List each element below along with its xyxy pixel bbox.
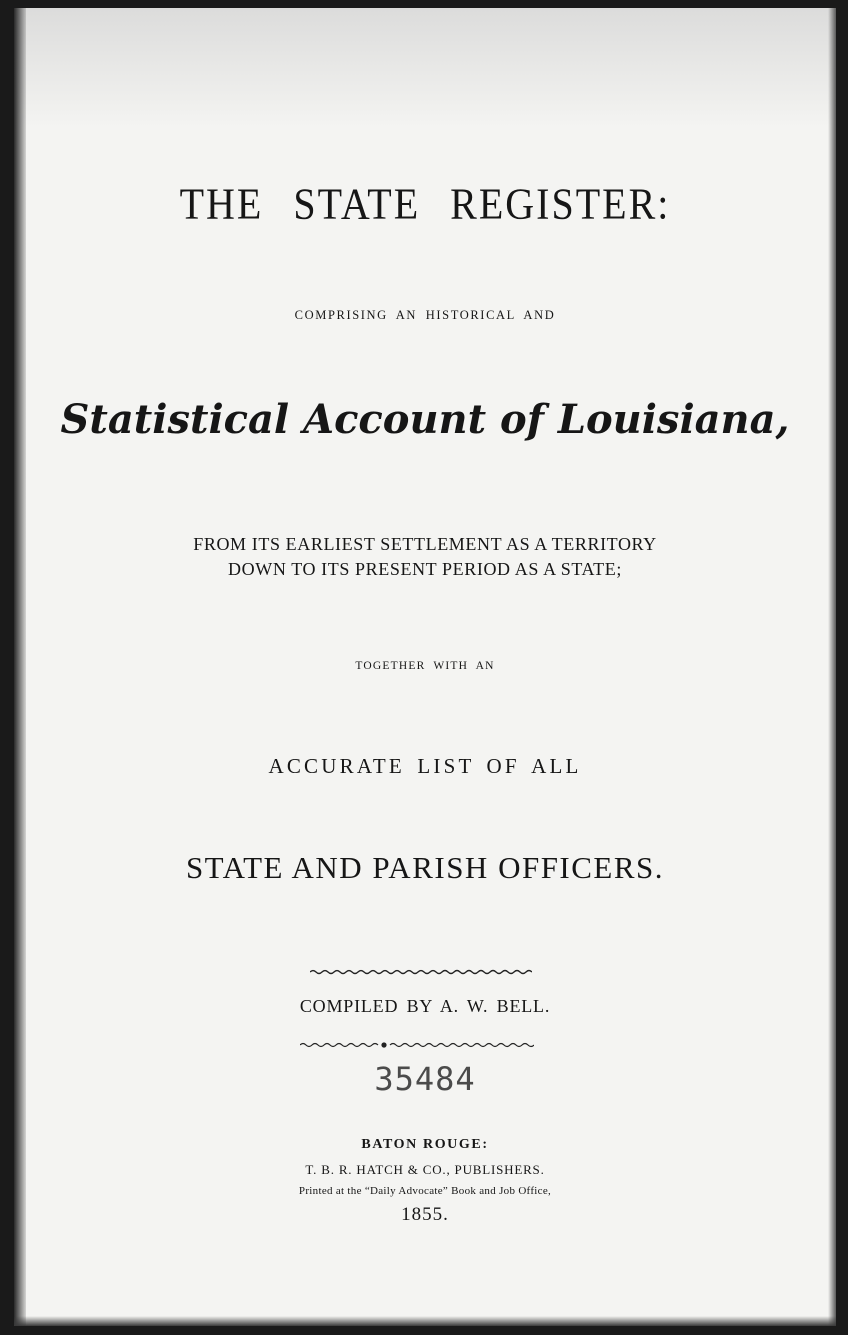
from-line-1: FROM ITS EARLIEST SETTLEMENT AS A TERRITORY xyxy=(193,534,657,554)
from-line-2: DOWN TO ITS PRESENT PERIOD AS A STATE; xyxy=(228,559,622,579)
comprising-line: COMPRISING AN HISTORICAL AND xyxy=(294,308,556,322)
imprint-publisher: T. B. R. HATCH & CO., PUBLISHERS. xyxy=(305,1162,545,1177)
imprint-place: BATON ROUGE: xyxy=(361,1137,489,1152)
officers-line: STATE AND PARISH OFFICERS. xyxy=(185,850,665,885)
page-shading-top xyxy=(14,8,836,128)
statistical-account-line: Statistical Account of Louisiana, xyxy=(60,396,790,443)
compiled-by-line: COMPILED BY A. W. BELL. xyxy=(299,996,551,1016)
accession-stamp-number: 35484 xyxy=(374,1060,476,1098)
decorative-rule-bottom xyxy=(300,1040,534,1050)
imprint-printer: Printed at the “Daily Advocate” Book and Job Office, xyxy=(298,1185,552,1197)
book-title: THE STATE REGISTER: xyxy=(179,178,671,229)
together-line: TOGETHER WITH AN xyxy=(355,660,495,672)
title-page xyxy=(14,8,836,1326)
decorative-rule-top xyxy=(310,968,532,976)
page-bottom-edge xyxy=(14,1316,836,1326)
imprint-year: 1855. xyxy=(401,1204,449,1225)
accurate-list-line: ACCURATE LIST OF ALL xyxy=(268,754,582,778)
